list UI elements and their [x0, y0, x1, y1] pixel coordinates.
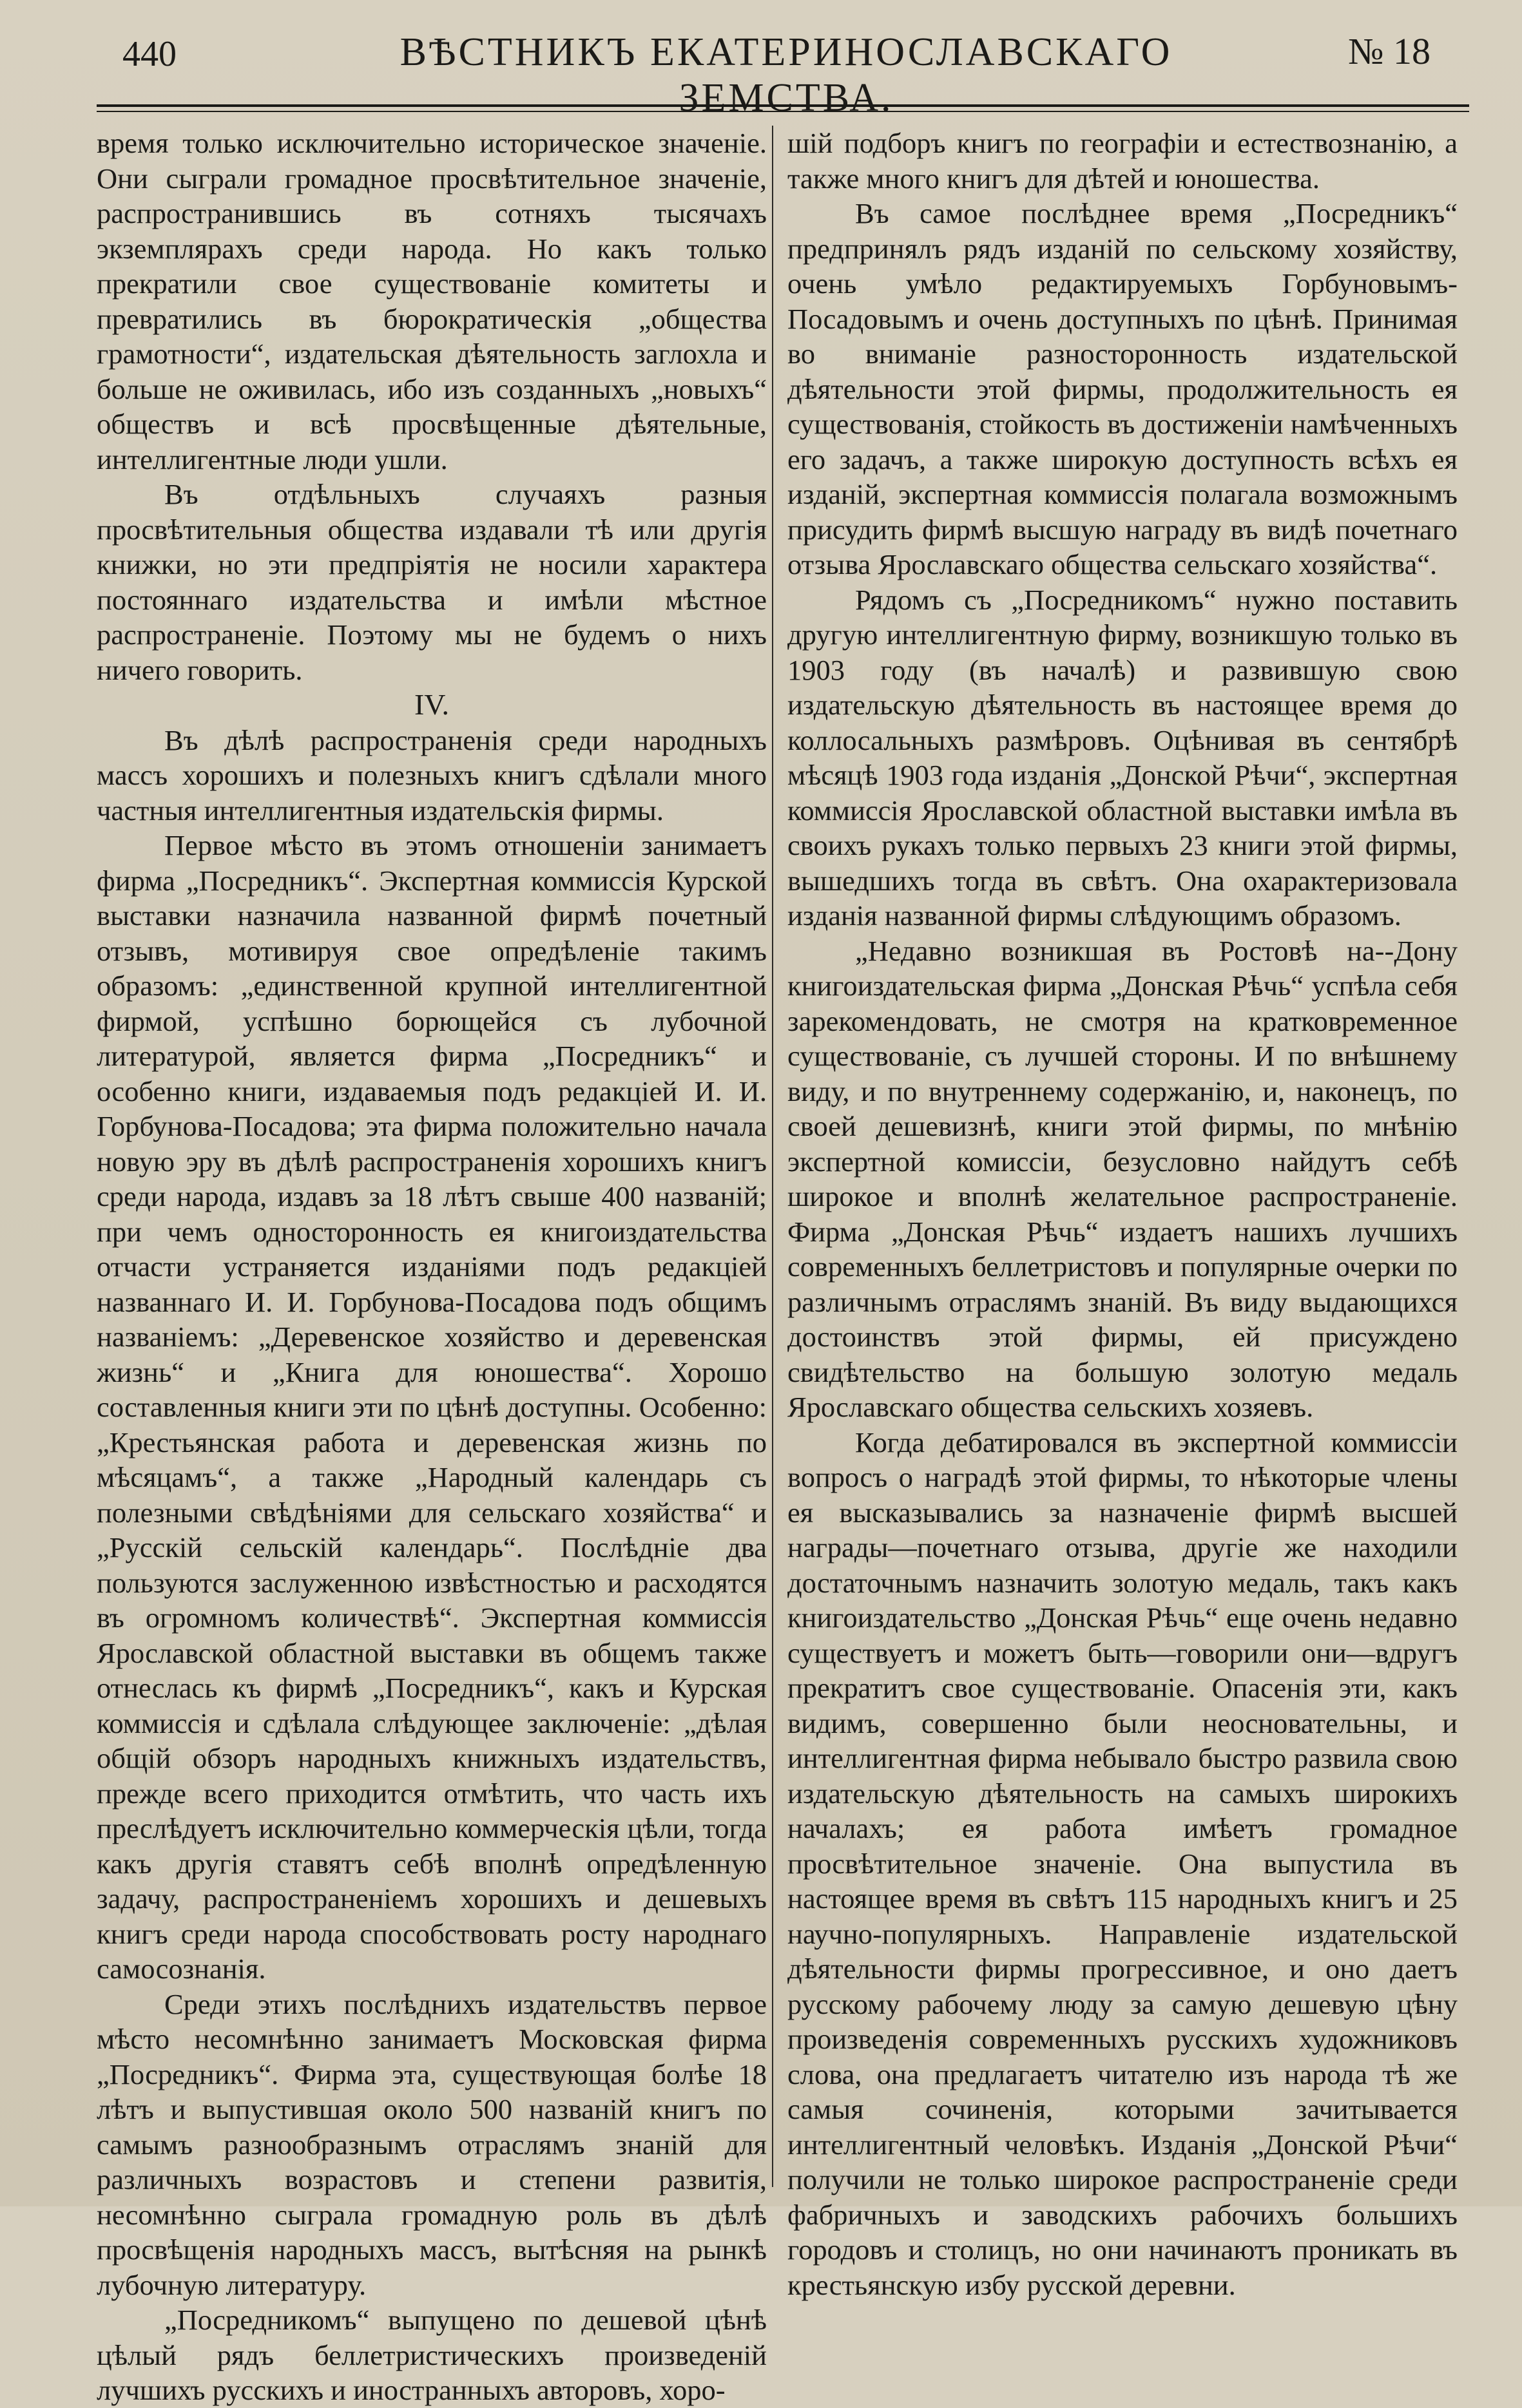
journal-title: ВѢСТНИКЪ ЕКАТЕРИНОСЛАВСКАГО ЗЕМСТВА. — [400, 30, 1173, 120]
paragraph: „Посредникомъ“ выпущено по дешевой цѣнѣ цѣлый рядъ беллетристическихъ произведеній лучшихъ русскихъ и иностранныхъ авторовъ, хоро- — [97, 2304, 767, 2406]
column-divider — [772, 126, 773, 2187]
page-number: 440 — [122, 34, 177, 74]
paragraph: Рядомъ съ „Посредникомъ“ нужно поставить другую интеллигентную фирму, возникшую только въ 1903 году (въ началѣ) и развившую свою издательскую дѣятельность въ настоящее время до коллосальныхъ размѣровъ. Оцѣнивая въ сентябрѣ мѣсяцѣ 1903 года изданія „Донской Рѣчи“, экспертная коммиссія Ярославской областной выставки имѣла въ своихъ рукахъ только первыхъ 23 книги этой фирмы, вышедшихъ тогда въ свѣтъ. Она охарактеризовала изданія названной фирмы слѣдующимъ образомъ. — [787, 583, 1458, 932]
paragraph: Первое мѣсто въ этомъ отношеніи занимаетъ фирма „Посредникъ“. Экспертная коммиссія Курской выставки назначила названной фирмѣ почетный отзывъ, мотивируя свое опредѣленіе такимъ образомъ: „единственной крупной интеллигентной фирмой, успѣшно борющейся съ лубочной литературой, является фирма „Посредникъ“ и особенно книги, издаваемыя подъ редакціей И. И. Горбунова-Посадова; эта фирма положительно начала новую эру въ дѣлѣ распространенія хорошихъ книгъ среди народа, издавъ за 18 лѣтъ свыше 400 названій; при чемъ односторонность ея книгоиздательства отчасти устраняется изданіями подъ редакціей названнаго И. И. Горбунова-Посадова подъ общимъ названіемъ: „Деревенское хозяйство и деревенская жизнь“ и „Книга для юношества“. Хорошо составленныя книги эти по цѣнѣ доступны. Особенно: „Крестьянская работа и деревенская жизнь по мѣсяцамъ“, а также „Народный календарь съ полезными свѣдѣніями для сельскаго хозяйства“ и „Русскій сельскій календарь“. Послѣдніе два пользуются заслуженною извѣстностью и расходятся въ огромномъ количествѣ“. Экспертная коммиссія Ярославской областной выставки въ общемъ также отнеслась къ фирмѣ „Посредникъ“, какъ и Курская коммиссія и сдѣлала слѣдующее заключеніе: „дѣлая общій обзоръ народныхъ книжныхъ издательствъ, прежде всего приходится отмѣтить, что часть ихъ преслѣдуетъ исключительно коммерческія цѣли, тогда какъ другія ставятъ себѣ вполнѣ опредѣленную задачу, распространеніемъ хорошихъ и дешевыхъ книгъ среди народа способствовать росту народнаго самосознанія. — [97, 829, 767, 1985]
paragraph: шій подборъ книгъ по географіи и естествознанію, а также много книгъ для дѣтей и юношества. — [787, 127, 1458, 195]
right-column — [787, 126, 1458, 2301]
paragraph: Въ дѣлѣ распространенія среди народныхъ массъ хорошихъ и полезныхъ книгъ сдѣлали много частныя интеллигентныя издательскія фирмы. — [97, 723, 767, 827]
left-column — [97, 126, 767, 2406]
paragraph: Среди этихъ послѣднихъ издательствъ первое мѣсто несомнѣнно занимаетъ Московская фирма „Посредникъ“. Фирма эта, существующая болѣе 18 лѣтъ и выпустившая около 500 названій книгъ по самымъ разнообразнымъ отраслямъ знаній для различныхъ возрастовъ и степени развитія, несомнѣнно сыграла громадную роль въ дѣлѣ просвѣщенія народныхъ массъ, вытѣсняя на рынкѣ лубочную литературу. — [97, 1987, 767, 2301]
paragraph: Когда дебатировался въ экспертной коммиссіи вопросъ о наградѣ этой фирмы, то нѣкоторые члены ея высказывались за назначеніе фирмѣ высшей награды—почетнаго отзыва, другіе же находили достаточнымъ назначить золотую медаль, такъ какъ книгоиздательство „Донская Рѣчь“ еще очень недавно существуетъ и можетъ быть—говорили они—вдругъ прекратитъ свое существованіе. Опасенія эти, какъ видимъ, совершенно были неосновательны, и интеллигентная фирма небывало быстро развила свою издательскую дѣятельность на самыхъ широкихъ началахъ; ея работа имѣетъ громадное просвѣтительное значеніе. Она выпустила въ настоящее время въ свѣтъ 115 народныхъ книгъ и 25 научно-популярныхъ. Направленіе издательской дѣятельности фирмы прогрессивное, и оно даетъ русскому рабочему люду за самую дешевую цѣну произведенія современныхъ русскихъ художниковъ слова, она предлагаетъ читателю изъ народа тѣ же самыя сочиненія, которыми зачитывается интеллигентный человѣкъ. Изданія „Донской Рѣчи“ получили не только широкое распространеніе среди фабричныхъ и заводскихъ рабочихъ большихъ городовъ и столицъ, но они начинаютъ проникать въ крестьянскую избу русской деревни. — [787, 1426, 1458, 2301]
paragraph: „Недавно возникшая въ Ростовѣ на--Дону книгоиздательская фирма „Донская Рѣчь“ успѣла себя зарекомендовать, не смотря на кратковременное существованіе, съ лучшей стороны. И по внѣшнему виду, и по внутреннему содержанію, и, наконецъ, по своей дешевизнѣ, книги этой фирмы, по мнѣнію экспертной комиссіи, безусловно найдутъ себѣ широкое и вполнѣ желательное распространеніе. Фирма „Донская Рѣчь“ издаетъ нашихъ лучшихъ современныхъ беллетристовъ и популярные очерки по различнымъ отраслямъ знаній. Въ виду выдающихся достоинствъ этой фирмы, ей присуждено свидѣтельство на большую золотую медаль Ярославскаго общества сельскихъ хозяевъ. — [787, 934, 1458, 1423]
paragraph: время только исключительно историческое значеніе. Они сыграли громадное просвѣтительное значеніе, распространившись въ сотняхъ тысячахъ экземплярахъ среди народа. Но какъ только прекратили свое существованіе комитеты и превратились въ бюрократическія „общества грамотности“, издательская дѣятельность заглохла и больше не оживилась, ибо изъ созданныхъ „новыхъ“ обществъ и всѣ просвѣщенные дѣятельные, интеллигентные люди ушли. — [97, 127, 767, 475]
issue-number: № 18 — [1348, 30, 1430, 72]
paragraph: Въ отдѣльныхъ случаяхъ разныя просвѣтительныя общества издавали тѣ или другія книжки, но эти предпріятія не носили характера постояннаго издательства и имѣли мѣстное распространеніе. Поэтому мы не будемъ о нихъ ничего говорить. — [97, 478, 767, 686]
paragraph: Въ самое послѣднее время „Посредникъ“ предпринялъ рядъ изданій по сельскому хозяйству, очень умѣло редактируемыхъ Горбуновымъ-Посадовымъ и очень доступныхъ по цѣнѣ. Принимая во вниманіе разносторонность издательской дѣятельности этой фирмы, продолжительность ея существованія, стойкость въ достиженіи намѣченныхъ его задачъ, а также широкую доступность всѣхъ ея изданій, экспертная коммиссія полагала возможнымъ присудить фирмѣ высшую награду въ видѣ почетнаго отзыва Ярославскаго общества сельскаго хозяйства“. — [787, 197, 1458, 580]
running-header — [122, 24, 1430, 120]
header-rule — [97, 104, 1469, 112]
section-heading: IV. — [414, 688, 450, 721]
